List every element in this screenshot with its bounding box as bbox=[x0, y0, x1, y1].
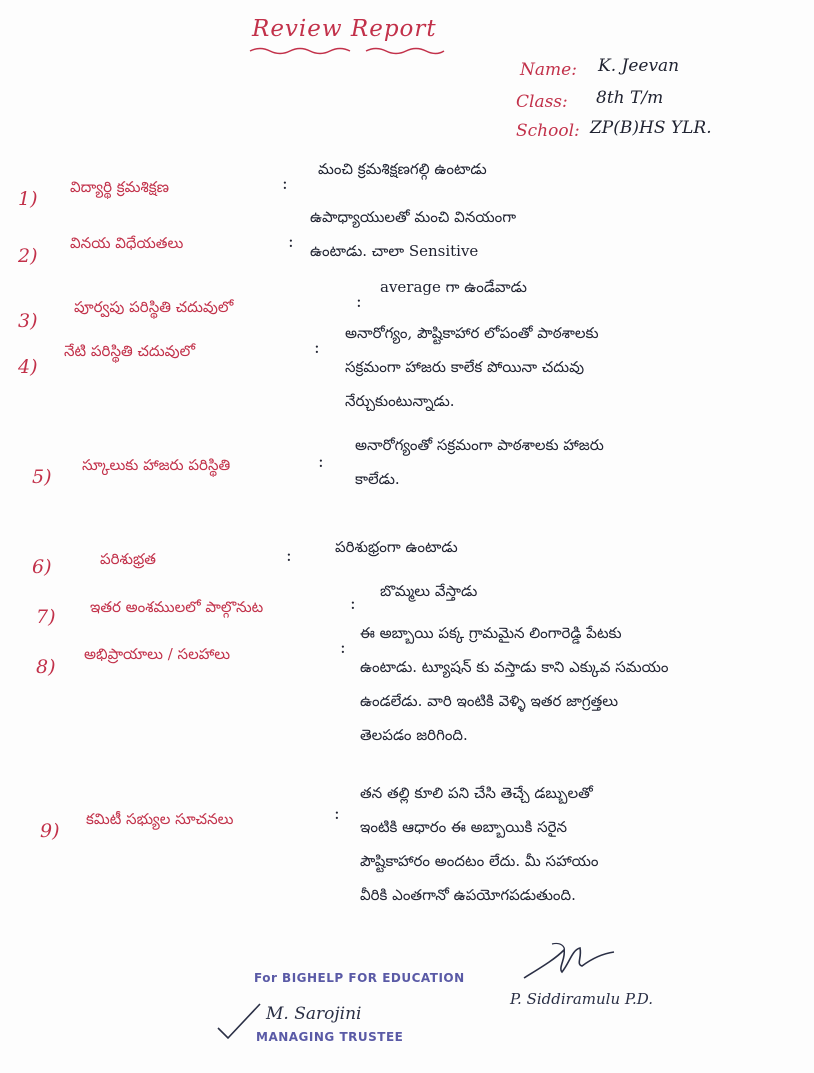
item-separator: : bbox=[282, 174, 288, 194]
title-underline-decoration bbox=[248, 46, 448, 56]
answer-line: వీరికి ఎంతగానో ఉపయోగపడుతుంది. bbox=[360, 886, 576, 904]
item-number: 1) bbox=[18, 188, 38, 210]
item-label: నేటి పరిస్థితి చదువులో bbox=[64, 342, 196, 360]
answer-line: ఉపాధ్యాయులతో మంచి వినయంగా bbox=[310, 208, 517, 226]
class-value: 8th T/m bbox=[596, 88, 664, 108]
answer-block bbox=[360, 616, 800, 752]
item-number: 7) bbox=[36, 606, 56, 628]
answer-line: తన తల్లి కూలి పని చేసి తెచ్చే డబ్బులతో bbox=[360, 784, 593, 802]
answer-line: తెలపడం జరిగింది. bbox=[360, 726, 468, 744]
item-number: 4) bbox=[18, 356, 38, 378]
name-label: Name: bbox=[520, 60, 577, 80]
answer-block bbox=[355, 428, 795, 496]
answer-block bbox=[318, 152, 788, 186]
item-separator: : bbox=[334, 804, 340, 824]
item-separator: : bbox=[286, 546, 292, 566]
answer-line: ఉండలేడు. వారి ఇంటికి వెళ్ళి ఇతర జాగ్రత్తలు bbox=[360, 692, 619, 710]
answer-line: పరిశుభ్రంగా ఉంటాడు bbox=[335, 538, 458, 556]
headmaster-signature: P. Siddiramulu P.D. bbox=[510, 990, 653, 1008]
class-label: Class: bbox=[516, 92, 568, 112]
item-label: స్కూలుకు హాజరు పరిస్థితి bbox=[82, 456, 231, 474]
item-separator: : bbox=[356, 292, 362, 312]
item-separator: : bbox=[314, 338, 320, 358]
item-number: 3) bbox=[18, 310, 38, 332]
answer-line: మంచి క్రమశిక్షణగల్గి ఉంటాడు bbox=[318, 160, 487, 178]
item-label: వినయ విధేయతలు bbox=[70, 234, 184, 252]
item-number: 9) bbox=[40, 820, 60, 842]
answer-block bbox=[345, 316, 795, 418]
answer-line: ఉంటాడు. చాలా Sensitive bbox=[310, 242, 479, 260]
answer-line: అనారోగ్యంతో సక్రమంగా పాఠశాలకు హాజరు bbox=[355, 436, 604, 454]
answer-line: సక్రమంగా హాజరు కాలేక పోయినా చదువు bbox=[345, 358, 585, 376]
item-number: 2) bbox=[18, 245, 38, 267]
answer-block bbox=[360, 776, 800, 912]
item-label: పరిశుభ్రత bbox=[100, 550, 156, 568]
answer-line: నేర్చుకుంటున్నాడు. bbox=[345, 392, 455, 410]
item-separator: : bbox=[318, 452, 324, 472]
item-number: 6) bbox=[32, 556, 52, 578]
answer-block bbox=[335, 530, 775, 564]
answer-line: అనారోగ్యం, పౌష్టికాహార లోపంతో పాఠశాలకు bbox=[345, 324, 599, 342]
stamp-role: MANAGING TRUSTEE bbox=[256, 1030, 404, 1044]
item-number: 8) bbox=[36, 656, 56, 678]
signature-scribble-icon bbox=[520, 938, 620, 988]
item-label: అభిప్రాయాలు / సలహాలు bbox=[84, 645, 231, 663]
name-value: K. Jeevan bbox=[598, 56, 680, 76]
answer-line: పౌష్టికాహారం అందటం లేదు. మీ సహాయం bbox=[360, 852, 599, 870]
answer-line: కాలేడు. bbox=[355, 470, 400, 488]
item-separator: : bbox=[350, 594, 356, 614]
trustee-signature: M. Sarojini bbox=[266, 1004, 362, 1024]
answer-line: average గా ఉండేవాడు bbox=[380, 278, 527, 296]
answer-line: ఈ అబ్బాయి పక్క గ్రామమైన లింగారెడ్డి పేటకు bbox=[360, 624, 622, 642]
answer-block bbox=[380, 574, 780, 608]
item-number: 5) bbox=[32, 466, 52, 488]
item-label: ఇతర అంశములలో పాల్గొనుట bbox=[90, 598, 264, 616]
stamp-org-line: For BIGHELP FOR EDUCATION bbox=[254, 971, 465, 985]
item-label: పూర్వపు పరిస్థితి చదువులో bbox=[74, 298, 234, 316]
item-separator: : bbox=[288, 232, 294, 252]
answer-line: ఉంటాడు. ట్యూషన్ కు వస్తాడు కాని ఎక్కువ సమయం bbox=[360, 658, 669, 676]
page-title: Review Report bbox=[252, 16, 437, 42]
school-value: ZP(B)HS YLR. bbox=[590, 118, 712, 138]
answer-line: ఇంటికి ఆధారం ఈ అబ్బాయికి సరైన bbox=[360, 818, 568, 836]
answer-block bbox=[310, 200, 780, 268]
answer-block bbox=[380, 270, 780, 304]
answer-line: బొమ్మలు వేస్తాడు bbox=[380, 582, 478, 600]
item-separator: : bbox=[340, 638, 346, 658]
item-label: విద్యార్థి క్రమశిక్షణ bbox=[70, 178, 169, 196]
item-label: కమిటీ సభ్యుల సూచనలు bbox=[86, 810, 234, 828]
school-label: School: bbox=[516, 121, 580, 141]
